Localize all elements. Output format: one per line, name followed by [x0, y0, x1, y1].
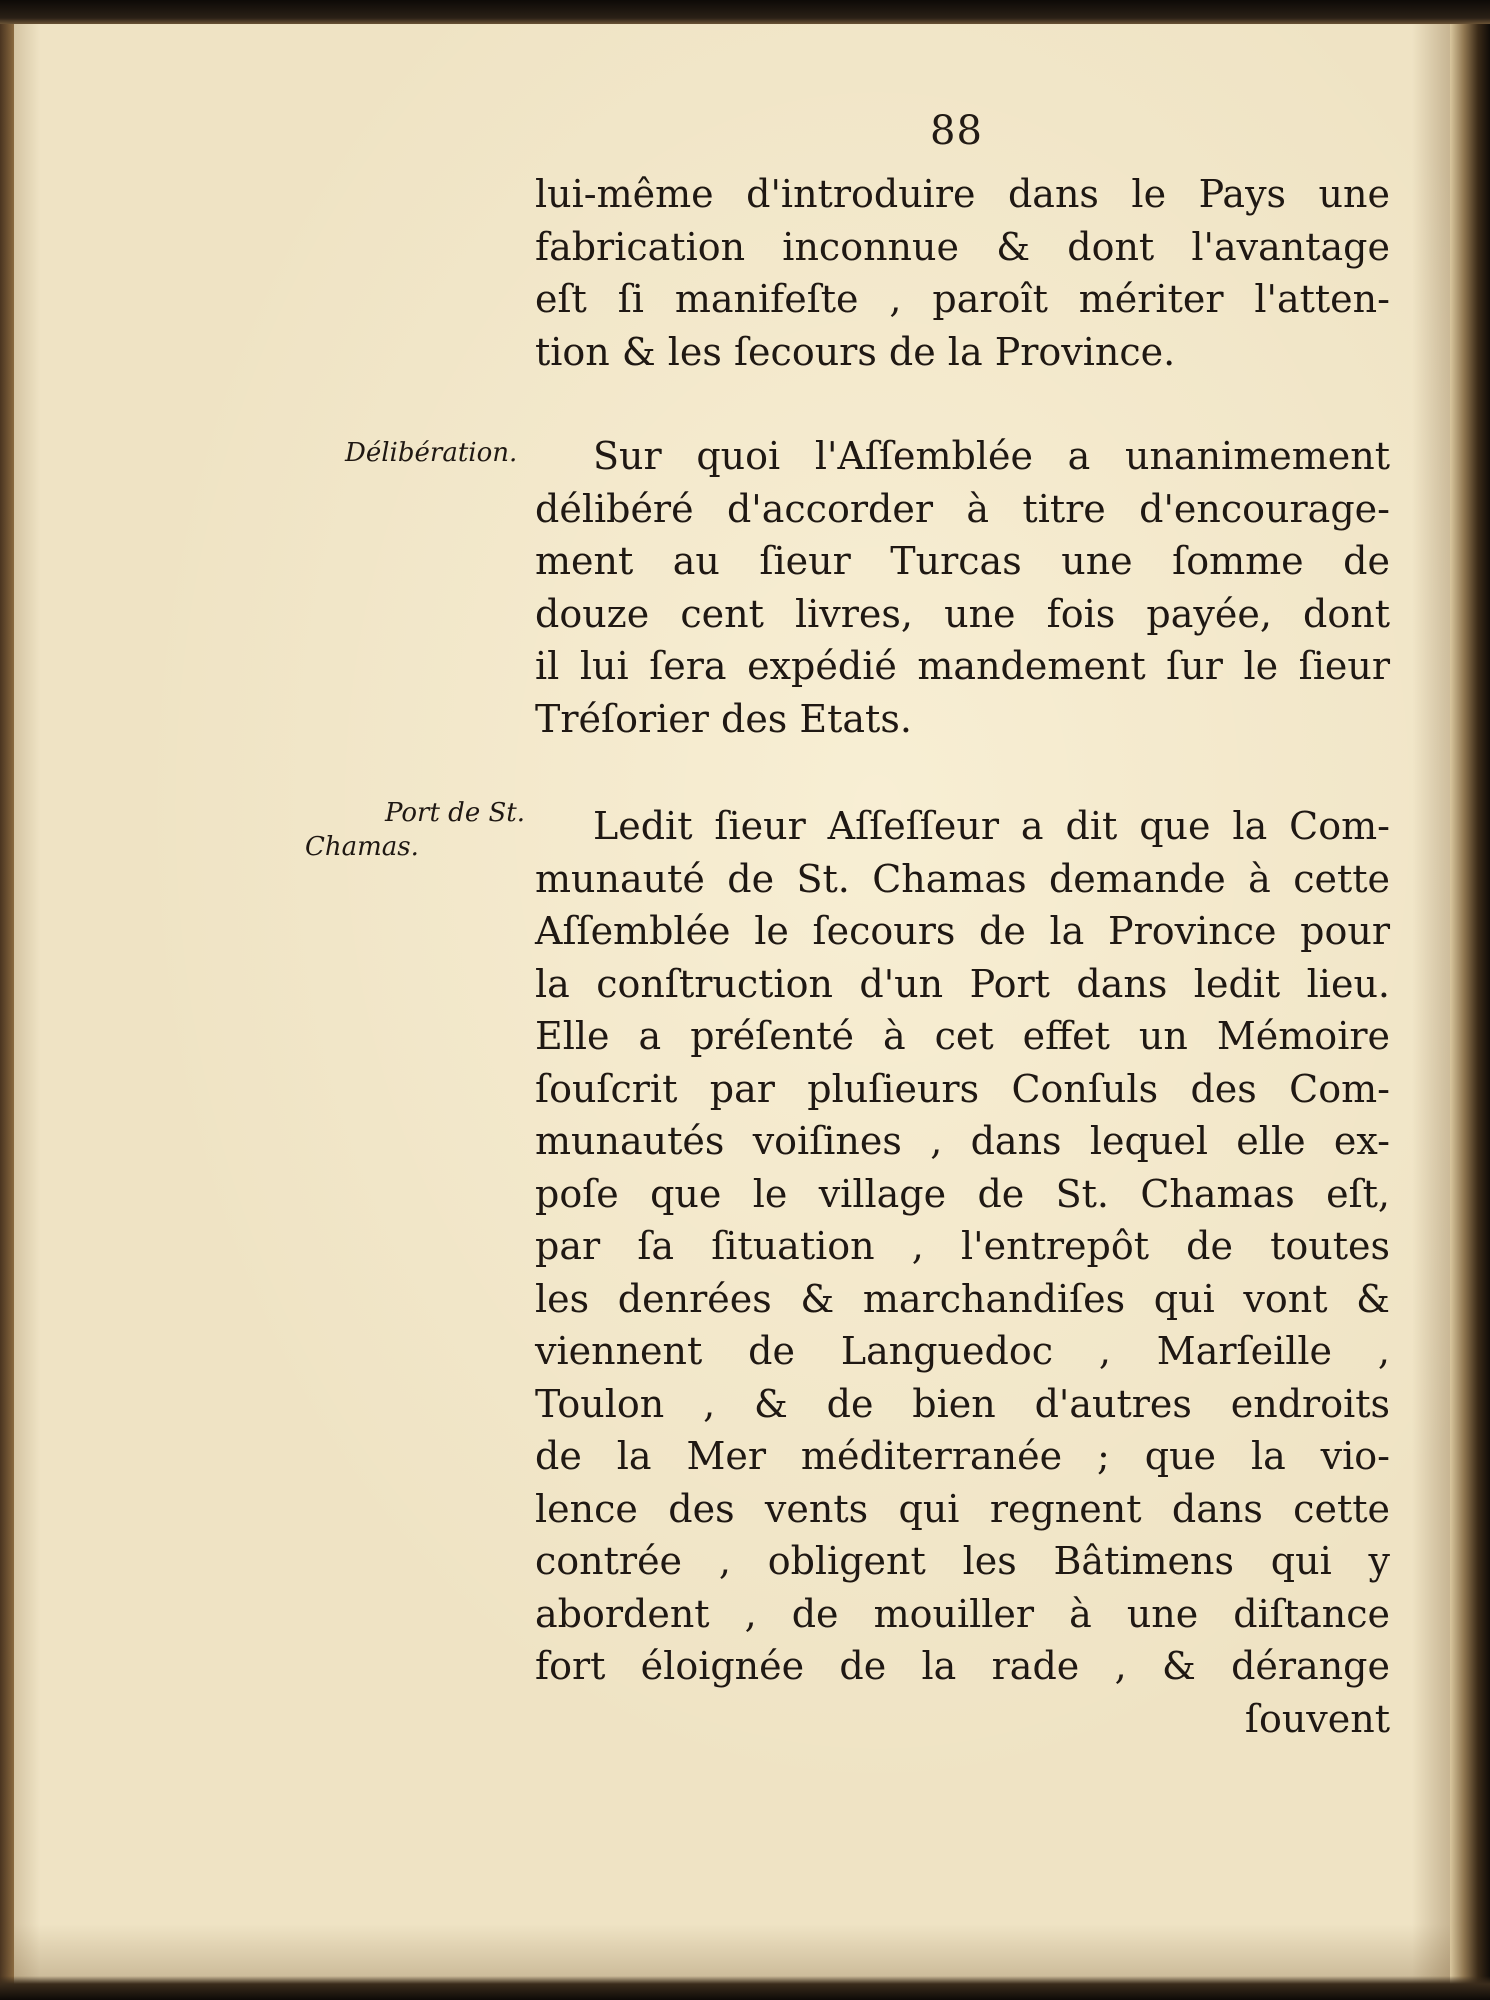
text-line: les denrées & marchandiſes qui vont &	[535, 1276, 1390, 1321]
book-gutter-edge	[1450, 0, 1490, 2000]
text-line: lence des vents qui regnent dans cette	[535, 1486, 1390, 1531]
page-left-edge	[0, 22, 14, 1984]
text-line: par ſa ſituation , l'entrepôt de toutes	[535, 1224, 1390, 1268]
text-line: munauté de St. Chamas demande à cette	[535, 856, 1390, 901]
text-line: Sur quoi l'Aſſemblée a unanimement	[593, 434, 1390, 478]
text-line: la conſtruction d'un Port dans ledit lieu.	[535, 961, 1390, 1006]
page-bottom-edge	[0, 1976, 1490, 2000]
text-line: eſt ſi manifeſte , paroît mériter l'atten-	[535, 277, 1390, 321]
page-top-edge	[0, 0, 1490, 24]
text-line: lui-même d'introduire dans le Pays une	[535, 172, 1390, 216]
text-line: Elle a préſenté à cet effet un Mémoire	[535, 1014, 1390, 1058]
text-line: délibéré d'accorder à titre d'encourage-	[535, 486, 1390, 531]
text-line: abordent , de mouiller à une diſtance	[535, 1591, 1390, 1636]
text-line: ſouſcrit par pluſieurs Conſuls des Com-	[535, 1066, 1390, 1111]
margin-note-port-st-chamas	[305, 796, 525, 864]
text-line: tion & les ſecours de la Province.	[535, 329, 1176, 374]
page-number: 88	[930, 108, 983, 154]
text-line: contrée , obligent les Bâtimens qui y	[535, 1539, 1390, 1583]
paragraph-continuation	[535, 168, 1390, 378]
text-line: Aſſemblée le ſecours de la Province pour	[535, 909, 1390, 953]
text-line: viennent de Languedoc , Marſeille ,	[535, 1329, 1390, 1373]
paragraph-deliberation	[535, 430, 1390, 745]
text-line: ment au ſieur Turcas une ſomme de	[535, 539, 1390, 583]
text-line: Toulon , & de bien d'autres endroits	[535, 1381, 1390, 1426]
text-line: munautés voiſines , dans lequel elle ex-	[535, 1119, 1390, 1163]
text-line: poſe que le village de St. Chamas eſt,	[535, 1171, 1390, 1216]
paragraph-port-st-chamas	[535, 800, 1390, 1745]
text-line: fort éloignée de la rade , & dérange	[535, 1644, 1390, 1688]
text-line: il lui ſera expédié mandement ſur le ſieur	[535, 644, 1390, 688]
margin-note-line: Port de St.	[384, 798, 525, 828]
margin-note-deliberation: Délibération.	[345, 438, 518, 468]
catchword: ſouvent	[1244, 1696, 1390, 1741]
margin-note-line: Chamas.	[305, 832, 419, 862]
text-line: de la Mer méditerranée ; que la vio-	[535, 1434, 1390, 1478]
text-line: douze cent livres, une fois payée, dont	[535, 591, 1390, 636]
text-line: Ledit ſieur Aſſeſſeur a dit que la Com-	[593, 804, 1390, 848]
text-line: fabrication inconnue & dont l'avantage	[535, 224, 1390, 269]
text-line: Tréſorier des Etats.	[535, 696, 912, 741]
